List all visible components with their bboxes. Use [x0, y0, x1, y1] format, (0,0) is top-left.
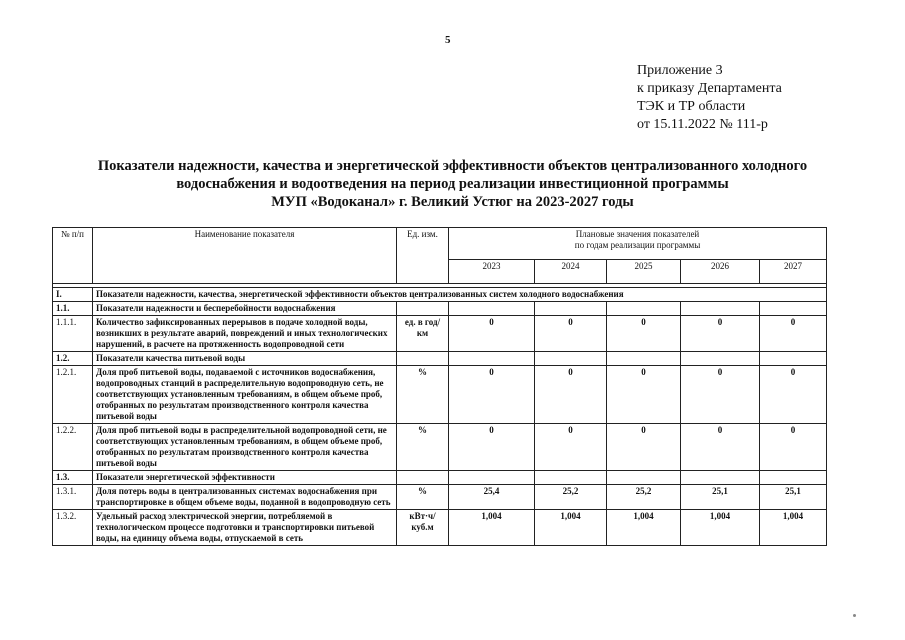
appendix-line: от 15.11.2022 № 111-р [637, 117, 768, 132]
section-name: Показатели качества питьевой воды [93, 352, 397, 366]
appendix-line: к приказу Департамента [637, 81, 782, 96]
row-value: 0 [681, 424, 760, 471]
table-row [53, 424, 827, 471]
row-name: Доля проб питьевой воды в распределительной водопроводной сети, не соответствующих установленным требованиям, в общем объеме проб, отобранных по результатам производственного контроля качества питьевой воды [93, 424, 397, 471]
appendix-line: Приложение 3 [637, 63, 723, 78]
section-row [53, 302, 827, 316]
section-row [53, 471, 827, 485]
section-name: Показатели надежности и бесперебойности водоснабжения [93, 302, 397, 316]
row-value: 0 [535, 424, 607, 471]
row-code: 1.1. [53, 302, 93, 316]
header-year: 2026 [681, 260, 760, 284]
row-value: 1,004 [760, 510, 827, 546]
header-unit: Ед. изм. [397, 228, 449, 284]
page-number: 5 [445, 34, 451, 46]
row-value: 25,4 [449, 485, 535, 510]
section-name: Показатели надежности, качества, энергетической эффективности объектов централизованных систем холодного водоснабжения [93, 288, 827, 302]
title-line: водоснабжения и водоотведения на период реализации инвестиционной программы [176, 176, 729, 192]
title-line: МУП «Водоканал» г. Великий Устюг на 2023-2027 годы [271, 194, 634, 210]
section-name: Показатели энергетической эффективности [93, 471, 397, 485]
row-unit: ед. в год/км [397, 316, 449, 352]
row-value: 1,004 [535, 510, 607, 546]
row-unit: % [397, 366, 449, 424]
row-value: 0 [681, 366, 760, 424]
row-value: 0 [760, 316, 827, 352]
row-value: 0 [535, 316, 607, 352]
header-year: 2024 [535, 260, 607, 284]
table-row [53, 485, 827, 510]
header-year: 2023 [449, 260, 535, 284]
table-row [53, 316, 827, 352]
row-value: 0 [449, 366, 535, 424]
header-plan [449, 228, 827, 260]
appendix-line: ТЭК и ТР области [637, 99, 746, 114]
row-code: 1.3.2. [53, 510, 93, 546]
row-code: 1.2. [53, 352, 93, 366]
section-row [53, 288, 827, 302]
title-line: Показатели надежности, качества и энергетической эффективности объектов централизованного холодного [97, 158, 808, 174]
header-year: 2027 [760, 260, 827, 284]
row-value: 0 [535, 366, 607, 424]
row-code: 1.3.1. [53, 485, 93, 510]
row-code: 1.3. [53, 471, 93, 485]
row-value: 0 [607, 366, 681, 424]
row-value: 0 [681, 316, 760, 352]
row-code: 1.2.1. [53, 366, 93, 424]
row-value: 0 [449, 316, 535, 352]
row-value: 0 [607, 316, 681, 352]
row-name: Удельный расход электрической энергии, потребляемой в технологическом процессе подготовки и транспортировки питьевой воды, на единицу объема воды, отпускаемой в сеть [93, 510, 397, 546]
table-row [53, 366, 827, 424]
row-name: Доля проб питьевой воды, подаваемой с источников водоснабжения, водопроводных станций в распределительную водопроводную сеть, не соответствующих установленным требованиям, в общем объеме проб, отобранных по результатам производственного контроля качества питьевой воды [93, 366, 397, 424]
row-value: 1,004 [681, 510, 760, 546]
row-unit: % [397, 424, 449, 471]
row-unit: % [397, 485, 449, 510]
row-value: 0 [760, 424, 827, 471]
row-value: 0 [760, 366, 827, 424]
header-num: № п/п [53, 228, 93, 284]
document-title [40, 157, 865, 211]
header-plan-line: Плановые значения показателей [575, 229, 700, 239]
indicators-table [52, 227, 827, 546]
row-code: 1.1.1. [53, 316, 93, 352]
table-row [53, 510, 827, 546]
row-value: 0 [449, 424, 535, 471]
header-plan-line: по годам реализации программы [574, 240, 701, 250]
row-value: 1,004 [449, 510, 535, 546]
header-name: Наименование показателя [93, 228, 397, 284]
row-value: 1,004 [607, 510, 681, 546]
header-year: 2025 [607, 260, 681, 284]
section-row [53, 352, 827, 366]
row-unit: кВт·ч/ куб.м [397, 510, 449, 546]
row-value: 25,1 [681, 485, 760, 510]
row-code: 1.2.2. [53, 424, 93, 471]
row-value: 25,2 [607, 485, 681, 510]
row-value: 0 [607, 424, 681, 471]
row-value: 25,1 [760, 485, 827, 510]
row-name: Доля потерь воды в централизованных системах водоснабжения при транспортировке в общем объеме воды, поданной в водопроводную сеть [93, 485, 397, 510]
scan-speck [853, 614, 856, 617]
row-code: I. [53, 288, 93, 302]
row-name: Количество зафиксированных перерывов в подаче холодной воды, возникших в результате аварий, повреждений и иных технологических нарушений, в расчете на протяженность водопроводной сети [93, 316, 397, 352]
row-value: 25,2 [535, 485, 607, 510]
appendix-block [637, 62, 782, 134]
